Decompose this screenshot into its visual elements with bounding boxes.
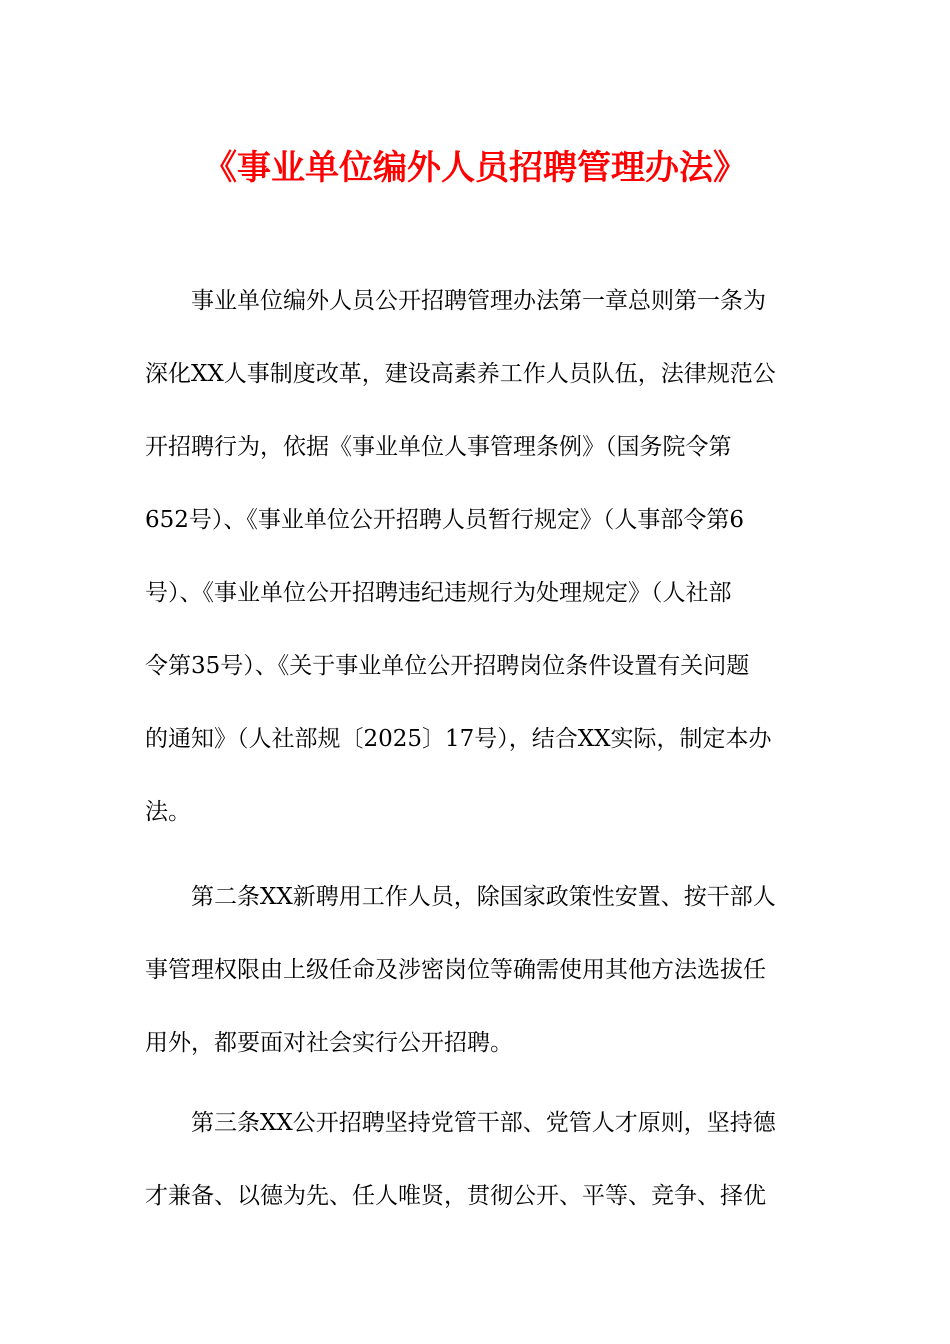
text-line: 事管理权限由上级任命及涉密岗位等确需使用其他方法选拔任 — [145, 957, 766, 983]
text-line: 深化XX人事制度改革，建设高素养工作人员队伍，法律规范公 — [145, 361, 776, 387]
text-line: 652号）、《事业单位公开招聘人员暂行规定》（人事部令第6 — [145, 507, 745, 533]
text-line: 号）、《事业单位公开招聘违纪违规行为处理规定》（人社部 — [145, 580, 732, 606]
text-line: 用外，都要面对社会实行公开招聘。 — [145, 1030, 513, 1056]
text-line: 第三条XX公开招聘坚持党管干部、党管人才原则，坚持德 — [191, 1110, 776, 1136]
text-line: 事业单位编外人员公开招聘管理办法第一章总则第一条为 — [191, 288, 766, 314]
text-line: 法。 — [145, 799, 191, 825]
document-title: 《事业单位编外人员招聘管理办法》 — [203, 148, 747, 188]
paragraph-1 — [145, 282, 810, 866]
text-line: 才兼备、以德为先、任人唯贤，贯彻公开、平等、竞争、择优 — [145, 1183, 766, 1209]
paragraph-2 — [145, 878, 810, 1097]
text-line: 第二条XX新聘用工作人员，除国家政策性安置、按干部人 — [191, 884, 776, 910]
paragraph-3 — [145, 1104, 810, 1250]
text-line: 令第35号）、《关于事业单位公开招聘岗位条件设置有关问题 — [145, 653, 750, 679]
text-line: 开招聘行为，依据《事业单位人事管理条例》（国务院令第 — [145, 434, 732, 460]
text-line: 的通知》（人社部规〔2025〕17号），结合XX实际，制定本办 — [145, 726, 772, 752]
